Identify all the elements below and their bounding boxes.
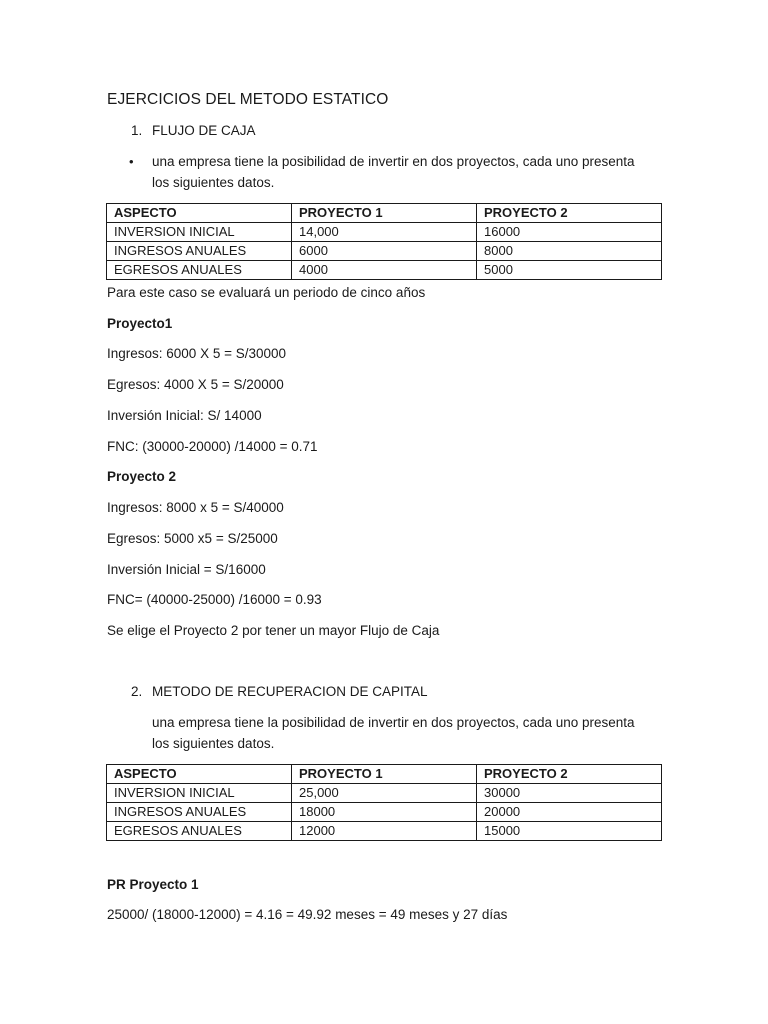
table-header-cell: ASPECTO — [107, 765, 292, 784]
table-cell: EGRESOS ANUALES — [107, 822, 292, 841]
table-header-cell: PROYECTO 1 — [292, 204, 477, 223]
table-cell: 25,000 — [292, 784, 477, 803]
pr-proyecto1-calc: 25000/ (18000-12000) = 4.16 = 49.92 meses = 49 meses y 27 días — [107, 907, 508, 922]
table-row — [107, 822, 662, 841]
table-cell: INGRESOS ANUALES — [107, 803, 292, 822]
section2-intro-line1: una empresa tiene la posibilidad de invertir en dos proyectos, cada uno presenta — [152, 715, 635, 730]
section2-table — [106, 764, 662, 841]
pr-proyecto1-heading: PR Proyecto 1 — [107, 877, 199, 892]
proyecto2-ingresos: Ingresos: 8000 x 5 = S/40000 — [107, 500, 284, 515]
table-header-cell: ASPECTO — [107, 204, 292, 223]
table-cell: 4000 — [292, 261, 477, 280]
section2-number: 2. — [131, 684, 143, 699]
bullet-icon: • — [129, 154, 134, 169]
proyecto1-fnc: FNC: (30000-20000) /14000 = 0.71 — [107, 439, 318, 454]
proyecto1-ingresos: Ingresos: 6000 X 5 = S/30000 — [107, 346, 287, 361]
section1-intro-line1: una empresa tiene la posibilidad de invertir en dos proyectos, cada uno presenta — [152, 154, 635, 169]
table-cell: INGRESOS ANUALES — [107, 242, 292, 261]
table-row — [107, 261, 662, 280]
table-cell: EGRESOS ANUALES — [107, 261, 292, 280]
section1-heading: FLUJO DE CAJA — [152, 123, 256, 138]
table-cell: 18000 — [292, 803, 477, 822]
document-title: EJERCICIOS DEL METODO ESTATICO — [107, 91, 389, 108]
section2-heading: METODO DE RECUPERACION DE CAPITAL — [152, 684, 428, 699]
table-row — [107, 223, 662, 242]
proyecto1-inversion: Inversión Inicial: S/ 14000 — [107, 408, 262, 423]
period-note: Para este caso se evaluará un periodo de cinco años — [107, 285, 426, 300]
proyecto2-inversion: Inversión Inicial = S/16000 — [107, 562, 266, 577]
proyecto2-egresos: Egresos: 5000 x5 = S/25000 — [107, 531, 278, 546]
table-header-cell: PROYECTO 2 — [477, 204, 662, 223]
table-cell: INVERSION INICIAL — [107, 223, 292, 242]
table-header-cell: PROYECTO 2 — [477, 765, 662, 784]
section1-intro-line2: los siguientes datos. — [152, 175, 275, 190]
table-header-row — [107, 204, 662, 223]
section1-conclusion: Se elige el Proyecto 2 por tener un mayor Flujo de Caja — [107, 623, 440, 638]
section1-number: 1. — [131, 123, 143, 138]
proyecto1-egresos: Egresos: 4000 X 5 = S/20000 — [107, 377, 284, 392]
table-cell: 14,000 — [292, 223, 477, 242]
table-cell: 20000 — [477, 803, 662, 822]
table-row — [107, 803, 662, 822]
table-header-row — [107, 765, 662, 784]
table-cell: 5000 — [477, 261, 662, 280]
section1-table — [106, 203, 662, 280]
section2-intro-line2: los siguientes datos. — [152, 736, 275, 751]
table-cell: INVERSION INICIAL — [107, 784, 292, 803]
proyecto2-heading: Proyecto 2 — [107, 469, 177, 484]
table-cell: 6000 — [292, 242, 477, 261]
table-cell: 30000 — [477, 784, 662, 803]
table-cell: 12000 — [292, 822, 477, 841]
table-row — [107, 784, 662, 803]
table-cell: 16000 — [477, 223, 662, 242]
table-header-cell: PROYECTO 1 — [292, 765, 477, 784]
table-cell: 8000 — [477, 242, 662, 261]
table-cell: 15000 — [477, 822, 662, 841]
proyecto2-fnc: FNC= (40000-25000) /16000 = 0.93 — [107, 592, 322, 607]
table-row — [107, 242, 662, 261]
proyecto1-heading: Proyecto1 — [107, 316, 173, 331]
